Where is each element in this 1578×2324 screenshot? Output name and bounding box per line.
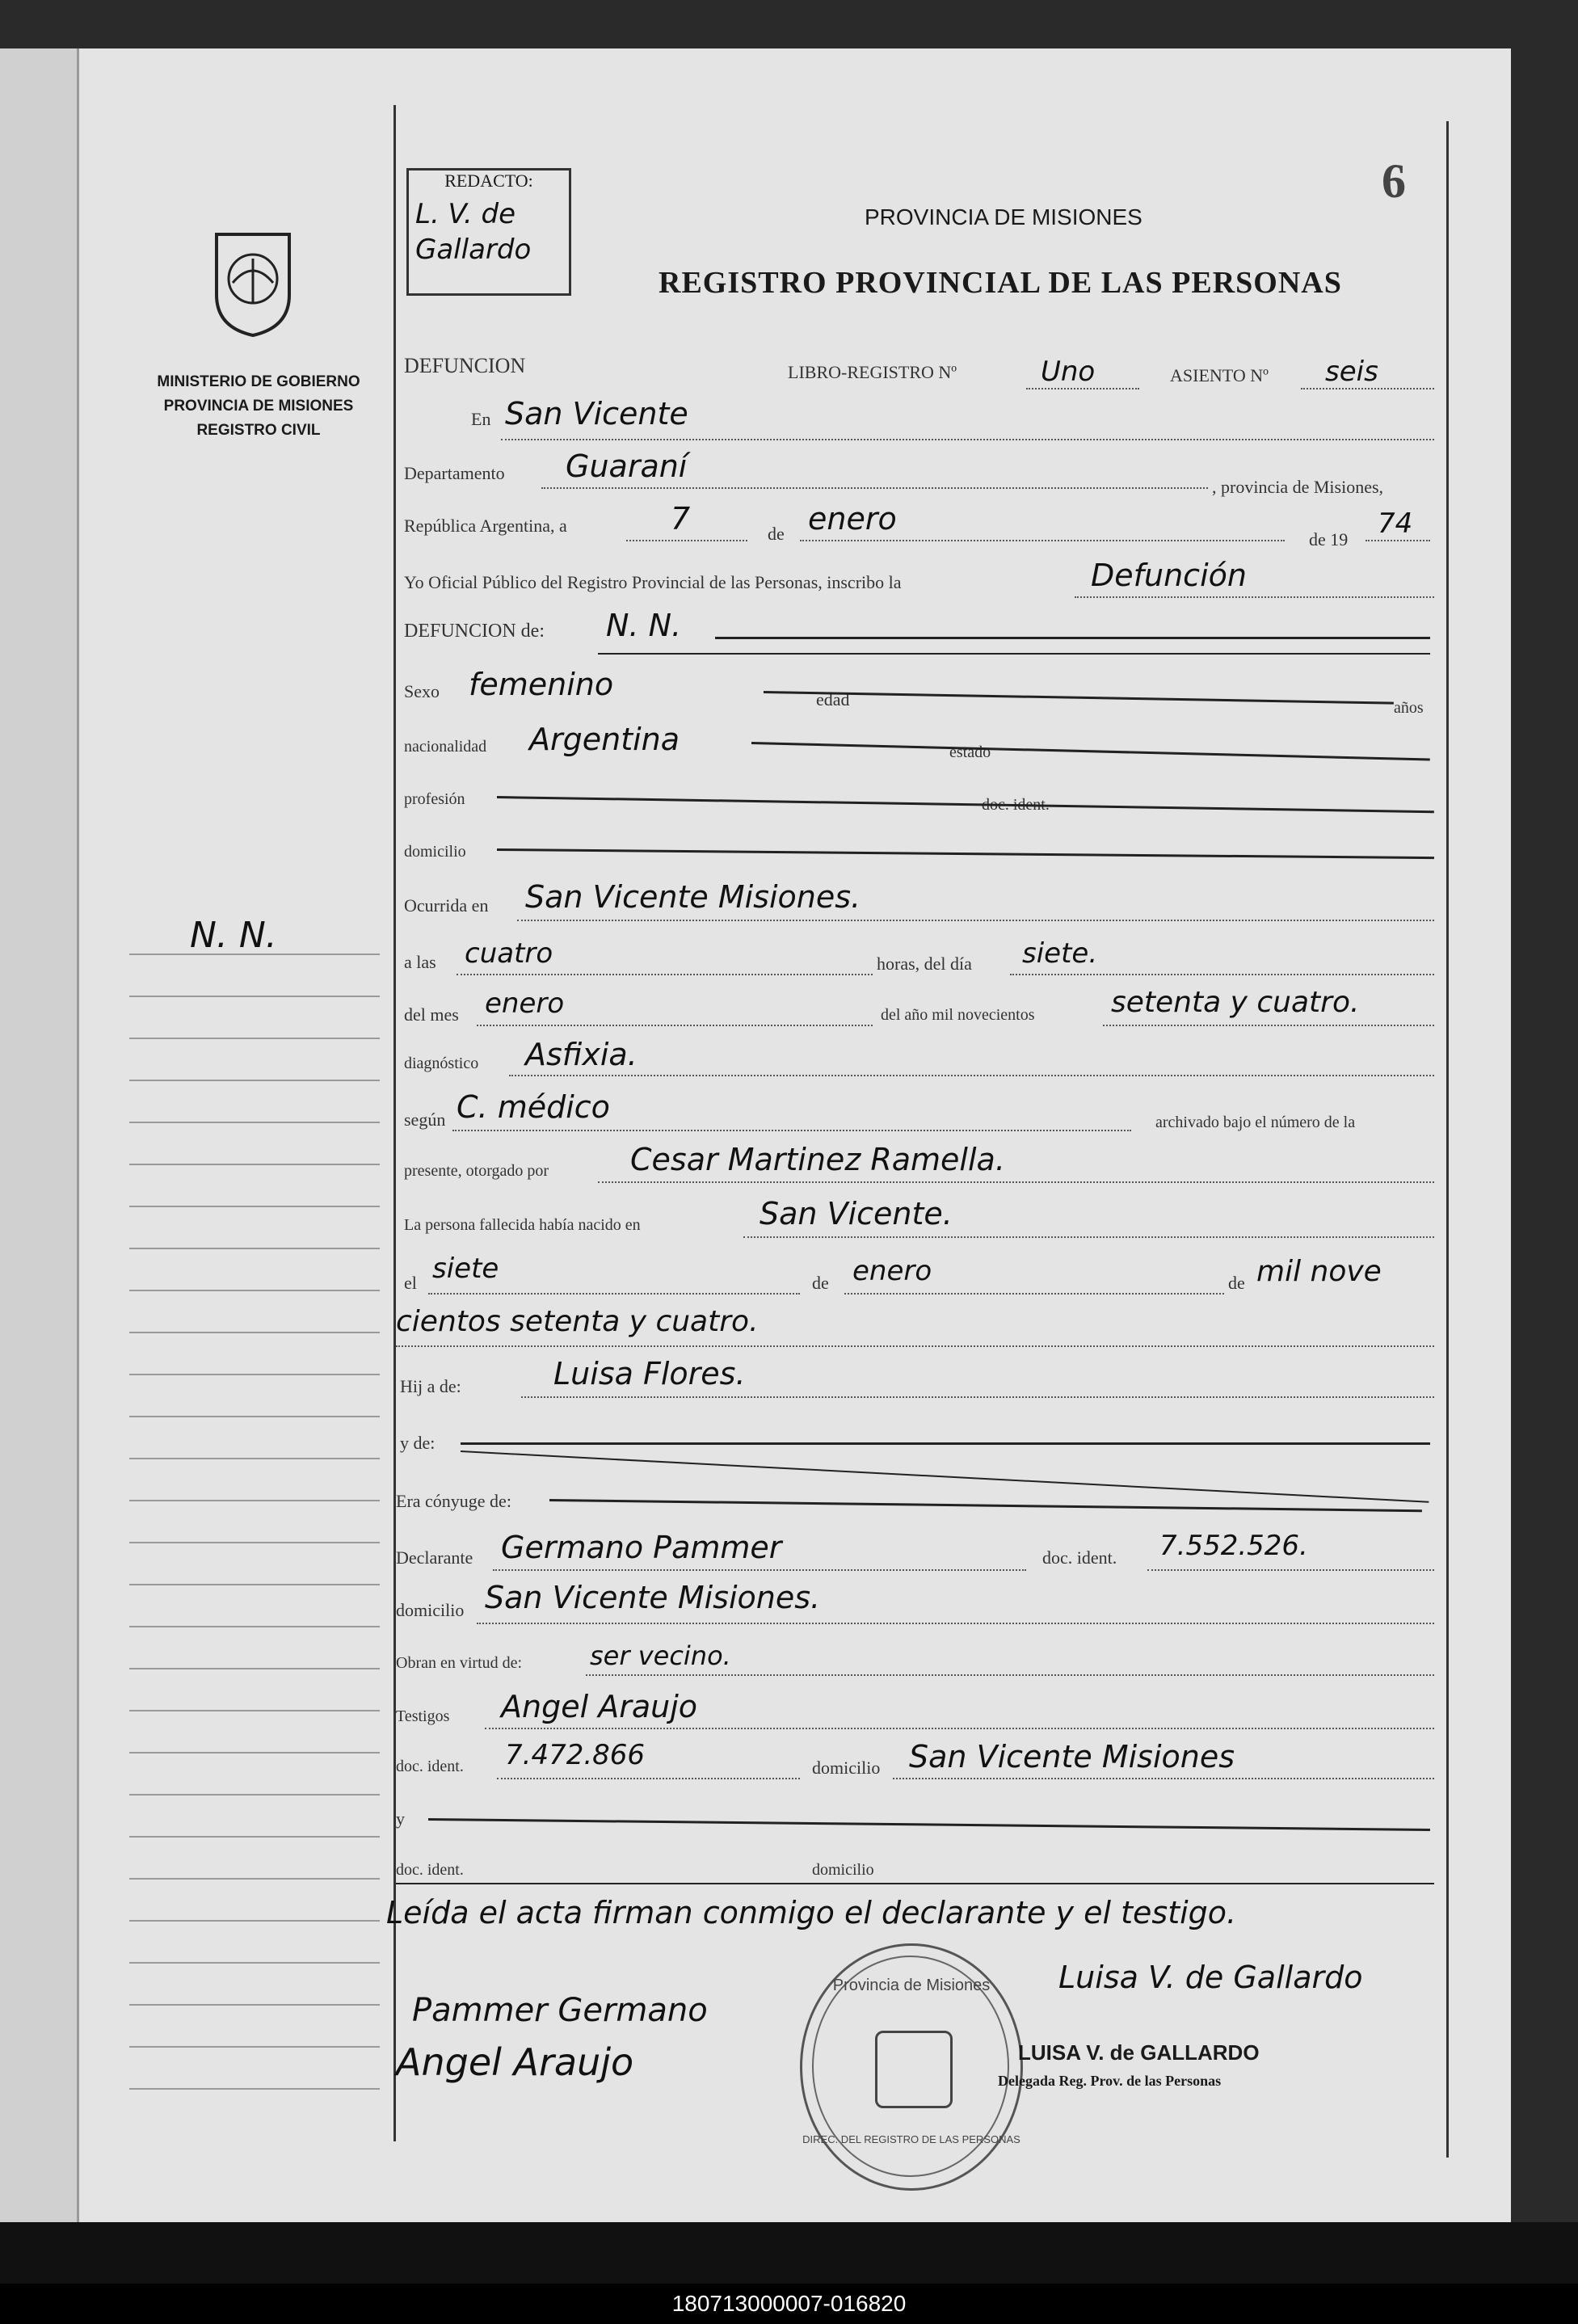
margin-line [129,2004,380,2006]
year-label: de 19 [1309,529,1349,549]
nacido-value: San Vicente. [760,1196,953,1231]
nacido-fill [743,1236,1434,1238]
libro-label: LIBRO-REGISTRO Nº [788,362,957,382]
archivado-label: archivado bajo el número de la [1155,1114,1356,1131]
bottom-strip [0,2222,1578,2287]
presente-value: Cesar Martinez Ramella. [630,1142,1005,1177]
hija-label: Hij a de: [400,1376,461,1396]
day-fill [626,540,747,541]
presente-fill [598,1181,1434,1183]
obran-value: ser vecino. [590,1640,731,1671]
dia-value: siete. [1022,937,1098,970]
redacto-label: REDACTO: [444,171,533,191]
yo-text: Yo Oficial Público del Registro Provincial de las Personas, inscribo la [404,572,902,592]
provincia-label: , provincia de Misiones, [1212,477,1384,497]
ministry-line1: MINISTERIO DE GOBIERNO [157,373,360,390]
testigos-label: Testigos [396,1707,450,1725]
sexo-label: Sexo [404,681,440,701]
official-seal [800,1943,1023,2191]
declarante-doc-label: doc. ident. [1042,1547,1117,1568]
del-ano-label: del año mil novecientos [881,1006,1035,1024]
departamento-value: Guaraní [566,448,688,484]
yo-fill [1075,596,1434,598]
de3-label: de [1228,1273,1245,1293]
nacido-label: La persona fallecida había nacido en [404,1216,641,1234]
redacto-box [406,168,571,296]
margin-line [129,1920,380,1922]
presente-label: presente, otorgado por [404,1162,549,1180]
dom2-label: domicilio [812,1861,874,1879]
segun-label: según [404,1109,446,1130]
signature-declarante: Pammer Germano [412,1992,708,2029]
margin-line [129,1962,380,1964]
declarante-value: Germano Pammer [501,1530,782,1565]
header-province: PROVINCIA DE MISIONES [865,204,1142,229]
a-las-value: cuatro [465,937,553,970]
left-rule [393,105,396,2141]
defuncion-de-label: DEFUNCION de: [404,621,545,642]
ocurrida-label: Ocurrida en [404,895,489,916]
horas-label: horas, del día [877,954,972,974]
margin-line [129,1164,380,1165]
de2-fill [844,1293,1224,1295]
diagnostico-fill [509,1075,1434,1076]
test-doc-fill [497,1778,800,1779]
closing-text: Leída el acta firman conmigo el declarante y el testigo. [386,1895,1237,1930]
segun-fill [452,1130,1131,1131]
test-dom-value: San Vicente Misiones [909,1739,1235,1775]
de3-value: mil nove [1256,1255,1382,1288]
strike-line [598,653,1430,655]
test-doc-value: 7.472.866 [505,1739,646,1771]
asiento-fill [1301,388,1434,389]
record-type-label: DEFUNCION [404,354,526,377]
defuncion-de-value: N. N. [606,608,682,643]
margin-line [129,1416,380,1417]
margin-line [129,1206,380,1207]
ministry-line3: REGISTRO CIVIL [196,422,321,439]
margin-note: N. N. [190,915,277,956]
strike-line [461,1442,1430,1445]
dia-fill [1010,974,1434,975]
strike-line [715,637,1430,639]
conyuge-label: Era cónyuge de: [396,1491,511,1511]
y-label: y [396,1808,405,1829]
de2-value: enero [852,1255,932,1287]
ocurrida-fill [517,920,1434,921]
declarante-doc-value: 7.552.526. [1159,1530,1308,1562]
margin-line [129,996,380,997]
strike-line [396,1883,1434,1884]
ministry-line2: PROVINCIA DE MISIONES [163,398,354,415]
departamento-fill [541,487,1208,489]
de2-label: de [812,1273,829,1293]
month-fill [800,540,1285,541]
decl-domicilio-value: San Vicente Misiones. [485,1580,821,1615]
signature-testigo: Angel Araujo [396,2040,634,2084]
cont-value: cientos setenta y cuatro. [396,1305,759,1338]
cont-fill [396,1345,1434,1347]
header-title: REGISTRO PROVINCIAL DE LAS PERSONAS [659,266,1342,300]
seal-bottom-text: DIREC. DEL REGISTRO DE LAS PERSONAS [802,2133,1020,2145]
testigos-value: Angel Araujo [501,1689,698,1724]
margin-line [129,1626,380,1627]
test-dom-label: domicilio [812,1758,881,1778]
doc2-label: doc. ident. [396,1861,464,1879]
a-las-fill [457,974,873,975]
asiento-label: ASIENTO Nº [1170,365,1269,385]
page-number: 6 [1382,154,1406,208]
decl-domicilio-label: domicilio [396,1600,465,1620]
anos-label: años [1394,699,1424,717]
el-fill [428,1293,800,1295]
diagnostico-value: Asfixia. [525,1037,638,1072]
margin-line [129,2046,380,2048]
mes-fill [477,1025,873,1026]
book-spine [0,48,79,2222]
declarante-doc-fill [1147,1569,1434,1571]
obran-label: Obran en virtud de: [396,1654,523,1672]
el-label: el [404,1273,417,1293]
margin-line [129,1878,380,1880]
margin-line [129,1038,380,1039]
test-dom-fill [893,1778,1434,1779]
del-mes-label: del mes [404,1004,459,1025]
declarante-label: Declarante [396,1547,473,1568]
margin-line [129,1794,380,1796]
margin-line [129,1542,380,1543]
en-label: En [471,409,491,429]
mes-value: enero [485,987,565,1020]
margin-line [129,1584,380,1585]
date-day: 7 [671,501,691,537]
yo-value: Defunción [1091,558,1247,593]
y-de-label: y de: [400,1433,436,1453]
segun-value: C. médico [457,1089,610,1125]
diagnostico-label: diagnóstico [404,1055,479,1072]
hija-fill [521,1396,1434,1398]
redacto-value: L. V. de Gallardo [415,198,532,266]
sexo-value: femenino [469,667,614,702]
margin-line [129,1374,380,1375]
ano-fill [1103,1025,1434,1026]
estado-label: estado [949,743,991,761]
hija-value: Luisa Flores. [553,1356,746,1391]
profesion-label: profesión [404,790,465,808]
margin-line [129,2088,380,2090]
ano-value: setenta y cuatro. [1111,986,1360,1019]
signature-oficial: Luisa V. de Gallardo [1058,1960,1363,1995]
margin-line [129,1836,380,1838]
margin-line [129,1500,380,1501]
right-rule [1446,121,1449,2158]
margin-line [129,1248,380,1249]
de-label: de [768,524,785,544]
crest-emblem [208,226,297,339]
date-month: enero [808,501,897,537]
nacionalidad-label: nacionalidad [404,738,487,756]
nacionalidad-value: Argentina [529,722,680,757]
margin-line [129,1080,380,1081]
en-value: San Vicente [505,396,688,432]
en-fill [501,439,1434,440]
margin-line [129,1752,380,1754]
declarante-fill [493,1569,1026,1571]
seal-emblem [875,2031,953,2108]
edad-label: edad [816,689,850,709]
stamp-title: Delegada Reg. Prov. de las Personas [998,2073,1222,2089]
departamento-label: Departamento [404,463,505,483]
margin-line [129,1710,380,1711]
obran-fill [586,1674,1434,1676]
margin-line [129,1668,380,1669]
test-doc-label: doc. ident. [396,1758,464,1775]
date-year: 74 [1378,507,1413,540]
seal-top-text: Provincia de Misiones [832,1977,991,1994]
domicilio-label: domicilio [404,843,466,861]
ocurrida-value: San Vicente Misiones. [525,879,861,915]
footer-id: 180713000007-016820 [0,2284,1578,2324]
republica-label: República Argentina, a [404,516,567,536]
decl-domicilio-fill [477,1623,1434,1624]
stamp-name: LUISA V. de GALLARDO [1018,2040,1260,2065]
a-las-label: a las [404,952,436,972]
asiento-value: seis [1325,356,1378,388]
libro-fill [1026,388,1139,389]
year-fill [1365,540,1430,541]
ministry-block [137,370,380,443]
testigos-fill [485,1728,1434,1729]
margin-line [129,1458,380,1459]
libro-value: Uno [1041,356,1096,388]
margin-line [129,1332,380,1333]
el-value: siete [432,1253,499,1285]
margin-line [129,1290,380,1291]
margin-line [129,1122,380,1123]
